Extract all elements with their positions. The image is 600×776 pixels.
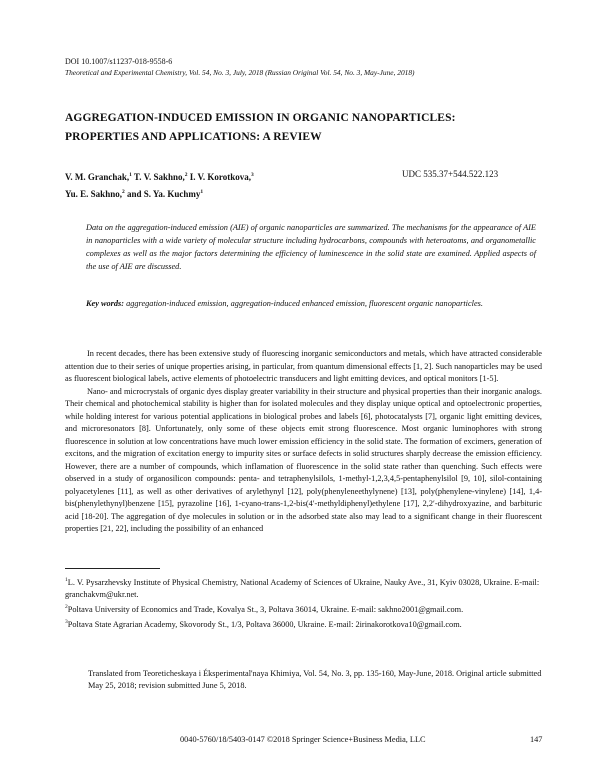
- author-list: [65, 168, 395, 202]
- paper-title: [65, 109, 535, 147]
- paragraph-2: Nano- and microcrystals of organic dyes display greater variability in their structure and physical properties than their inorganic analogs. Their chemical and photochemical stability is higher than for isolated molecules and they display unique optical and optoelectronic properties, while holding interest for various potential applications in biological probes and labels [6], photocatalysts [7], organic light emitting devices, and microresonators [8]. Unfortunately, only some of these objects emit strong fluorescence. Most organic luminophores with strong fluorescence in solution at low concentrations have much lower emission efficiency in the solid state. The formation of excimers, generation of excitons, and the migration of excitation energy to impurity sites or surface defects in solid structures sharply decrease the emission efficiency. However, there are a number of compounds, which inflamation of fluorescence in the solid state rather than quenching. Such effects were observed in a study of organosilicon compounds: penta- and tetraphenylsilols, 1-methyl-1,2,3,4,5-pentaphenylsilol [9, 10], silol-containing polyacetylenes [11], as well as other derivatives of arylethynyl [12], poly(phenyleneethylynene) [13], poly(phenylene-vinylene) [14], 1,4-bis(phenylethynyl)benzene [15], pyrazoline [16], 1-cyano-trans-1,2-bis(4′-methyldiphenyl)ethylene [17], 2,2′-dihydroxyazine, and barbituric acid [18-20]. The aggregation of dye molecules in solution or in the adsorbed state also may lead to a significant change in their fluorescent properties [21, 22], including the possibility of an enhanced: [65, 386, 542, 533]
- author-affiliation-mark: 2: [121, 189, 125, 195]
- footnote-1: $^1$L. V. Pysarzhevsky Institute of Physical Chemistry, National Academy of Sciences of Ukraine, Nauky Ave., 31, Kyiv 03028, Ukraine. E-mail: granchakvm@ukr.net.: [65, 577, 540, 599]
- footnote-divider: [65, 568, 160, 569]
- affiliation-footnotes: [65, 574, 545, 631]
- translation-note: Translated from Teoreticheskaya i Éksperimental'naya Khimiya, Vol. 54, No. 3, pp. 135-160, May-June, 2018. Original article submitted May 25, 2018; revision submitted June 5, 2018.: [88, 669, 542, 691]
- author-name: T. V. Sakhno,: [131, 172, 185, 182]
- footnote-3: $^3$Poltava State Agrarian Academy, Skovorody St., 1/3, Poltava 36000, Ukraine. E-mail: 2irinakorotkova10@gmail.com.: [65, 619, 462, 629]
- paragraph-1: In recent decades, there has been extensive study of fluorescing inorganic semiconductors and metals, which have attracted considerable attention due to their series of unique properties arising, in particular, from quantum dimensional effects [1, 2]. Such nanoparticles may be used as fluorescent biological labels, active elements of photoelectric transducers and light emitting devices, and optical monitors [1-5].: [65, 349, 542, 383]
- title-line-2: PROPERTIES AND APPLICATIONS: A REVIEW: [65, 131, 322, 143]
- author-name: V. M. Granchak,: [65, 172, 130, 182]
- keywords-text: aggregation-induced emission, aggregation-induced enhanced emission, fluorescent organic nanoparticles.: [124, 299, 483, 308]
- author-affiliation-mark: 1: [200, 189, 204, 195]
- udc-code: UDC 535.37+544.522.123: [402, 169, 499, 179]
- footnote-2: $^2$Poltava University of Economics and Trade, Kovalya St., 3, Poltava 36014, Ukraine. E-mail: sakhno2001@gmail.com.: [65, 604, 464, 614]
- copyright-footer: 0040-5760/18/5403-0147 ©2018 Springer Science+Business Media, LLC: [180, 735, 426, 744]
- title-line-1: AGGREGATION-INDUCED EMISSION IN ORGANIC NANOPARTICLES:: [65, 112, 456, 124]
- page-number: 147: [530, 735, 543, 744]
- keywords-label: Key words:: [86, 299, 125, 308]
- author-affiliation-mark: 3: [250, 172, 254, 178]
- author-affiliation-mark: 1: [129, 172, 132, 178]
- doi-line: DOI 10.1007/s11237-018-9558-6: [65, 57, 173, 66]
- body-text: [65, 348, 542, 536]
- author-name: I. V. Korotkova,: [187, 172, 251, 182]
- abstract: Data on the aggregation-induced emission (AIE) of organic nanoparticles are summarized. The mechanisms for the appearance of AIE in nanoparticles with a wide variety of molecular structure including hydrocarbons, compounds with heteroatoms, and organometallic complexes as well as the major factors determining the efficiency of luminescence in the solid state are examined. Applied aspects of the use of AIE are discussed.: [86, 223, 536, 271]
- author-name: Yu. E. Sakhno,: [65, 189, 122, 199]
- journal-citation: Theoretical and Experimental Chemistry, Vol. 54, No. 3, July, 2018 (Russian Original Vol. 54, No. 3, May-June, 2018): [65, 68, 415, 77]
- author-affiliation-mark: 2: [184, 172, 188, 178]
- keywords: [86, 298, 536, 311]
- author-name: and S. Ya. Kuchmy: [124, 189, 201, 199]
